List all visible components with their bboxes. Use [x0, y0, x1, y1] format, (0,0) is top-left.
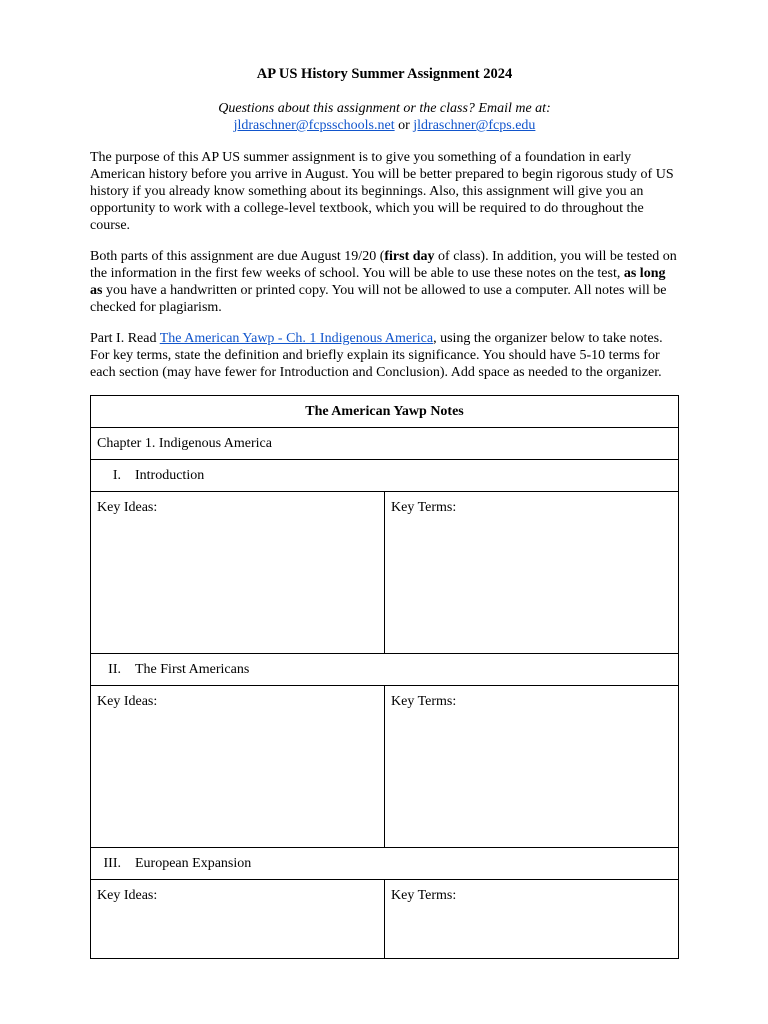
due-text-bold-1: first day	[384, 249, 435, 264]
reading-link[interactable]: The American Yawp - Ch. 1 Indigenous America	[159, 331, 434, 346]
due-text-a: Both parts of this assignment are due August 19/20 (	[90, 249, 385, 264]
section-name: The First Americans	[135, 662, 250, 677]
key-ideas-cell[interactable]: Key Ideas:	[91, 880, 385, 959]
email-link-1[interactable]: jldraschner@fcpsschools.net	[233, 118, 395, 133]
key-ideas-cell[interactable]: Key Ideas:	[91, 492, 385, 654]
key-terms-cell[interactable]: Key Terms:	[385, 686, 679, 848]
section-number: III.	[103, 856, 121, 871]
chapter-row: Chapter 1. Indigenous America	[91, 428, 679, 460]
section-name: European Expansion	[135, 856, 252, 871]
section-number: II.	[108, 662, 121, 677]
section-heading-introduction	[91, 460, 679, 492]
key-terms-cell[interactable]: Key Terms:	[385, 880, 679, 959]
notes-organizer-table	[90, 395, 679, 959]
due-text-c: of class). In addition, you will be tested on the information in the first few weeks of school. You will be able to use these notes on the test,	[90, 249, 677, 281]
key-terms-cell[interactable]: Key Terms:	[385, 492, 679, 654]
contact-info	[90, 100, 679, 134]
purpose-paragraph: The purpose of this AP US summer assignment is to give you something of a foundation in early American history before you arrive in August. You will be better prepared to begin rigorous study of US history if you already know something about its beginnings. Also, this assignment will give you an opportunity to work with a college-level textbook, which you will be required to do throughout the course.	[90, 150, 674, 233]
due-text-e: you have a handwritten or printed copy. You will not be allowed to use a computer. All notes will be checked for plagiarism.	[90, 283, 667, 315]
part-one-paragraph	[90, 330, 679, 381]
contact-question: Questions about this assignment or the class? Email me at:	[218, 101, 551, 116]
due-text-bold-2: as long as	[90, 266, 666, 298]
section-name: Introduction	[135, 468, 205, 483]
email-link-2[interactable]: jldraschner@fcps.edu	[413, 118, 536, 133]
section-heading-first-americans	[91, 654, 679, 686]
section-number: I.	[112, 468, 121, 483]
page-title: AP US History Summer Assignment 2024	[256, 66, 513, 82]
part-one-text-b: , using the organizer below to take notes. For key terms, state the definition and briefly explain its significance. You should have 5-10 terms for each section (may have fewer for Introduction and Conclusion). Add space as needed to the organizer.	[90, 331, 663, 380]
contact-or: or	[398, 118, 410, 133]
table-header: The American Yawp Notes	[91, 396, 679, 428]
key-ideas-cell[interactable]: Key Ideas:	[91, 686, 385, 848]
due-date-paragraph	[90, 248, 679, 316]
section-heading-european-expansion	[91, 848, 679, 880]
part-one-text-a: Part I. Read	[90, 331, 160, 346]
